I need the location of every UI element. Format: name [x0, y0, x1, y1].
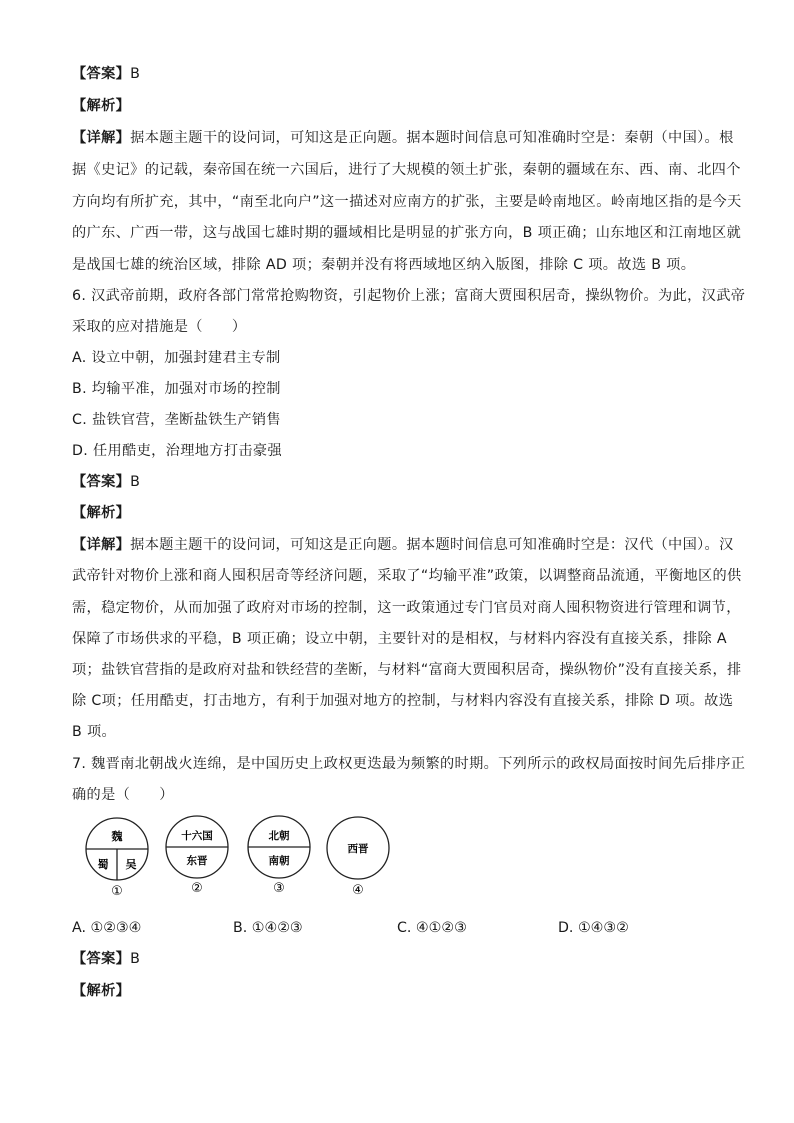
answer-tag: 【答案】	[72, 66, 131, 82]
circle2-top-label: 十六国	[181, 830, 213, 842]
detail-tag: 【详解】	[72, 130, 131, 146]
q7-option-a: A. ①②③④	[72, 920, 142, 936]
detail-text: 除 C项；任用酷吏，打击地方，有利于加强对地方的控制，与材料内容没有直接关系，排除 D 项。故选	[72, 693, 734, 709]
q6-detail-line	[72, 535, 734, 555]
circle-diagram-4	[327, 817, 389, 898]
circle1-top-label: 魏	[111, 830, 123, 843]
circle-diagram-1	[86, 818, 148, 898]
detail-text: 据《史记》的记载，秦帝国在统一六国后，进行了大规模的领土扩张，秦朝的疆域在东、西、南、北四个	[72, 162, 741, 178]
circle3-number: ③	[273, 881, 285, 896]
q5-analysis-line	[72, 96, 722, 116]
q6-option-c: C. 盐铁官营，垄断盐铁生产销售	[72, 412, 281, 428]
detail-text: 的广东、广西一带，这与战国七雄时期的疆域相比是明显的扩张方向，B 项正确；山东地区和江南地区就	[72, 225, 742, 241]
q7-analysis-line	[72, 981, 722, 1001]
analysis-tag: 【解析】	[72, 983, 131, 999]
detail-text: 方向均有所扩充，其中，“南至北向户”这一描述对应南方的扩张，主要是岭南地区。岭南地区指的是今天	[72, 194, 742, 210]
q6-answer-line	[72, 472, 722, 492]
circle4-number: ④	[352, 883, 364, 898]
answer-tag: 【答案】	[72, 474, 131, 490]
circle1-bottom-right-label: 吴	[125, 858, 137, 871]
detail-text: 保障了市场供求的平稳，B 项正确；设立中朝，主要针对的是相权，与材料内容没有直接关系，排除 A	[72, 631, 727, 647]
detail-text: 据本题主题干的设问词，可知这是正向题。据本题时间信息可知准确时空是：秦朝（中国）。根	[130, 130, 734, 146]
circle3-bottom-label: 南朝	[268, 855, 290, 867]
q5-detail-line	[72, 128, 734, 148]
detail-text: 是战国七雄的统治区域，排除 AD 项；秦朝并没有将西域地区纳入版图，排除 C 项。故选 B 项。	[72, 257, 696, 273]
circle-diagram-3	[248, 816, 310, 896]
q5-answer-line	[72, 64, 722, 84]
answer-value: B	[130, 951, 141, 967]
q6-option-b: B. 均输平准，加强对市场的控制	[72, 381, 281, 397]
answer-tag: 【答案】	[72, 951, 131, 967]
answer-value: B	[130, 66, 141, 82]
circle1-bottom-left-label: 蜀	[97, 858, 109, 871]
analysis-tag: 【解析】	[72, 505, 131, 521]
q7-option-c: C. ④①②③	[397, 920, 467, 936]
q7-figure	[80, 814, 400, 898]
detail-text: 项；盐铁官营指的是政府对盐和铁经营的垄断，与材料“富商大贾囤积居奇，操纵物价”没有直接关系，排	[72, 662, 742, 678]
q6-stem: 6. 汉武帝前期，政府各部门常常抢购物资，引起物价上涨；富商大贾囤积居奇，操纵物价。为此，汉武帝	[72, 288, 746, 304]
detail-text: 武帝针对物价上涨和商人囤积居奇等经济问题，采取了“均输平准”政策，以调整商品流通，平衡地区的供	[72, 568, 742, 584]
circle4-center-label: 西晋	[347, 843, 369, 855]
circle3-top-label: 北朝	[268, 830, 290, 842]
detail-text: 需，稳定物价，从而加强了政府对市场的控制，这一政策通过专门官员对商人囤积物资进行管理和调节，	[72, 600, 741, 616]
detail-tag: 【详解】	[72, 537, 131, 553]
q7-stem: 7. 魏晋南北朝战火连绵，是中国历史上政权更迭最为频繁的时期。下列所示的政权局面按时间先后排序正	[72, 756, 746, 772]
circle1-number: ①	[111, 884, 123, 898]
q7-answer-line	[72, 949, 722, 969]
answer-value: B	[130, 474, 141, 490]
q6-analysis-line	[72, 503, 722, 523]
detail-text: 据本题主题干的设问词，可知这是正向题。据本题时间信息可知准确时空是：汉代（中国）。汉	[130, 537, 734, 553]
circle2-bottom-label: 东晋	[186, 855, 208, 867]
circle2-number: ②	[191, 881, 203, 896]
q6-option-d: D. 任用酷吏，治理地方打击豪强	[72, 443, 282, 459]
analysis-tag: 【解析】	[72, 98, 131, 114]
q7-option-b: B. ①④②③	[233, 920, 303, 936]
detail-text: B 项。	[72, 724, 117, 740]
q7-stem: 确的是（ ）	[72, 787, 174, 803]
q6-stem: 采取的应对措施是（ ）	[72, 319, 247, 335]
circle-diagram-2	[166, 816, 228, 896]
q6-option-a: A. 设立中朝，加强封建君主专制	[72, 350, 281, 366]
q7-option-d: D. ①④③②	[558, 920, 629, 936]
